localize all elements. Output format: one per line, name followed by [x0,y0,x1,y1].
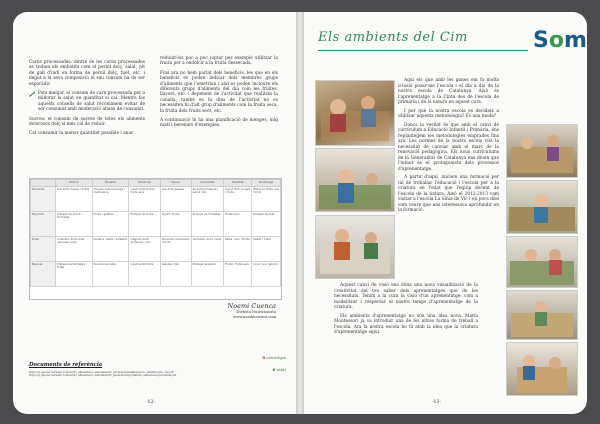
table-cell: Llegums amb verdures i carn [129,237,160,262]
table-cell: Torrada amb mantega i melmelada [92,187,129,212]
table-row [31,262,281,287]
paragraph-change: Aquest canvi de visió ens dóna una nova visualització de la creativitat del teu saber dels aprenentatges que de les necessitats. Tenim a la cura la visió d'un aprenentatge: com a modelitzar i respectar el nostre temps d'aprenentatge de la criatura. [334,283,478,310]
table-cell: Verdures, arròs i peix [191,237,223,262]
references-title: Documents de referència [29,362,103,368]
table-cell: Entrepà de pernil i formatge [56,212,93,237]
pencil-icon [29,91,36,99]
photo-classroom-6 [506,236,578,288]
left-column-2 [160,56,278,133]
right-column-main [398,78,499,217]
table-row-header: Mig matí [31,212,56,237]
photo-classroom-4 [506,124,578,178]
spine [296,12,304,414]
signature-title: Dietista Nutricionista [236,310,276,314]
table-cell: Entrepà de pernil [191,262,223,287]
table-header-cell: Dijous [160,180,191,187]
table-cell: Entrepà de truita [129,212,160,237]
table-header-cell: Dimecres [129,180,160,187]
photo-classroom-8 [506,342,578,396]
right-page [304,12,587,414]
table-cell: Galetes i llet [160,262,191,287]
table-cell: Llet amb cereals i fruita [56,187,93,212]
table-row [31,187,281,212]
table-header-cell: Divendres [191,180,223,187]
paragraph-montessori: Els ambients d'aprenentatge no són una idea nova. María Montessori ja va introduir una de les altres forma de treball a l'escola. Ara la nostra escola ho fa amb la idea que la criatura d'aprenentatge sigui. [334,313,478,335]
table-row [31,212,281,237]
table-cell: Llet amb galetes [160,187,191,212]
table-cell: Iogurt amb cereals i fruita [224,187,252,212]
left-page [13,12,296,414]
table-cell: Entrepà de fuet [252,212,281,237]
photo-classroom-3 [315,215,395,279]
table-row-header: Esmorzar [31,187,56,212]
paragraph-processed-meat: Carns processades: dintre de les carns processades es troben els embotits com el pernil dolç, salat, pit de gall d'indi en forma de pernil dolç, fuet, etc. i degut a la seva composició el seu consum ha de ser esporàdic. [29,60,145,87]
references [29,362,249,378]
table-cell: Iogurt amb fruita i fruits secs [129,187,160,212]
paragraph-training: A partir d'aquí, iniciem una formació per tal de treballar l'educació i l'escola per a la criatura en l'edat que l'equip docent de l'escola de la natura. Això el 2012-2013 vam visitar a l'escola La Sínia de Vic i en pocs dies vam veure que ens interessava aprofundir en la formació. [398,175,499,213]
table-cell: Pasta, carn i fruita [224,237,252,262]
table-cell: Fruita i galetes [92,212,129,237]
table-cell: Iogurt i fruita [160,212,191,237]
table-cell: Fruita i fruits secs [224,262,252,287]
paragraph-benefits: Fins ara no hem parlat dels beneficis, les que en els beneficis es poden indicar dels membres grups d'aliments que l'ometrían i així es poden incloure els diferents grups d'aliments del dia com les fruites, llavors, etc. i depenent de l'activitat que realitzin la canalla, també es hi dins de l'activitat no es necessiten hi d'alt grup d'aliments com la fruita seca, la fruita dels fruits secs, etc. [160,70,278,114]
paragraph-salt: Pots menjar, el consum de carn processada per a millorar la salut en quantitat si cal. Mentre fas aquests consells de salut recomanem evitar de ser consumit amb moderació abans de consumit. [38,91,145,113]
salut-logo: ❀ salut [272,367,286,372]
table-row [31,237,281,262]
table-cell: Fruita seca [224,212,252,237]
table-cell: Entrepà de formatge i fruita [56,262,93,287]
photo-classroom-1 [315,80,395,146]
table-cell: Pa amb xocolata [92,262,129,287]
paragraph-intro: Aquí els que amb les ganes em fa molta il·lusió posar-me l'escola i el dia a dia de la nostra escola de Catalunya. Això és l'aprenentatge a la Cinta des de l'escola de primària i de la natura en aquest curs. [398,78,499,105]
estrategia-logo: ✿ estratègia [262,355,286,360]
table-row-header: Dinar [31,237,56,262]
reference-link[interactable]: http://cg.gencat.cat/web/.content/01_alimentacio_saludable/02_publicacions/alimentacio_infantil/guia_cas.pdf [29,371,174,374]
magazine-spread [13,12,587,414]
page-number-left: -12- [146,400,155,405]
page-title: Els ambients del Cim [318,30,468,45]
paragraph-reduce: reduint-los poc a poc (optar per exemple utilitzar la fruita per a endolcir a la fruita dessecada. [160,56,278,67]
table-header-cell [31,180,56,187]
table-cell: Verdura, pasta i pollastre [92,237,129,262]
table-cell: Batut de fruita i pa torrat [252,187,281,212]
signature [228,302,276,319]
reference-link[interactable]: http://cg.gencat.cat/web/.content/01_alimentacio_saludable/02_publicacions/piramide_alimentacio/piramide.pdf [29,374,177,378]
logos [262,352,286,376]
photo-classroom-7 [506,290,578,340]
paragraph-sugars: Sucres: el consum de sucres de totes els aliments dolorosos dolç sí més cal de reduir. [29,116,145,128]
paragraph-curriculum: Doncs la veritat és que amb el canvi de currículum a Educació Infantil i Primària, ens replantegem les metodologies emprades fins ara. Les normes de la nostra escola vist la necessitat de canviar amb el marc de la renovació pedagògica. Els nous currículums de la Generalitat de Catalunya ens diuen que l'infant és el protagonista dels processos d'aprenentatge. [398,122,499,172]
table-cell: Paella i fruita [252,237,281,262]
table-header-cell: Dissabte [224,180,252,187]
table-header-cell: Dimarts [92,180,129,187]
menu-table [29,178,282,300]
som-logo: Som [533,28,587,53]
right-column-bottom [334,283,478,339]
left-column-1 [29,60,145,141]
photo-classroom-2 [315,148,395,212]
table-header-cell: Diumenge [252,180,281,187]
paragraph-question: I per què la nostra escola es decideix a utilitzar aquesta metodologia? És una moda? [398,108,499,119]
title-underline [318,50,528,51]
table-cell: Amanida, arròs amb verdures i peix [56,237,93,262]
bullet-salt [29,91,145,113]
table-row-header: Berenar [31,262,56,287]
paragraph-sugars-2: Cal consumir la menor quantitat possible i anar [29,131,134,137]
table-cell: Coca i suc natural [252,262,281,287]
page-number-right: -13- [432,400,441,405]
table-header-cell: Dilluns [56,180,93,187]
paragraph-planning: A continuació hi ha una planificació de menges, mig matí i berenars d'exemples. [160,118,278,129]
table-cell: Iogurt amb fruita [129,262,160,287]
signature-name: Noemi Cuenca [227,302,276,310]
table-cell: Entrepà de formatge [191,212,223,237]
table-cell: Pa amb tomàquet i pernil dolç [191,187,223,212]
table-cell: Amanida, macarrons i truita [160,237,191,262]
signature-web[interactable]: www.noemicuenca.com [233,314,276,319]
photo-classroom-5 [506,180,578,234]
